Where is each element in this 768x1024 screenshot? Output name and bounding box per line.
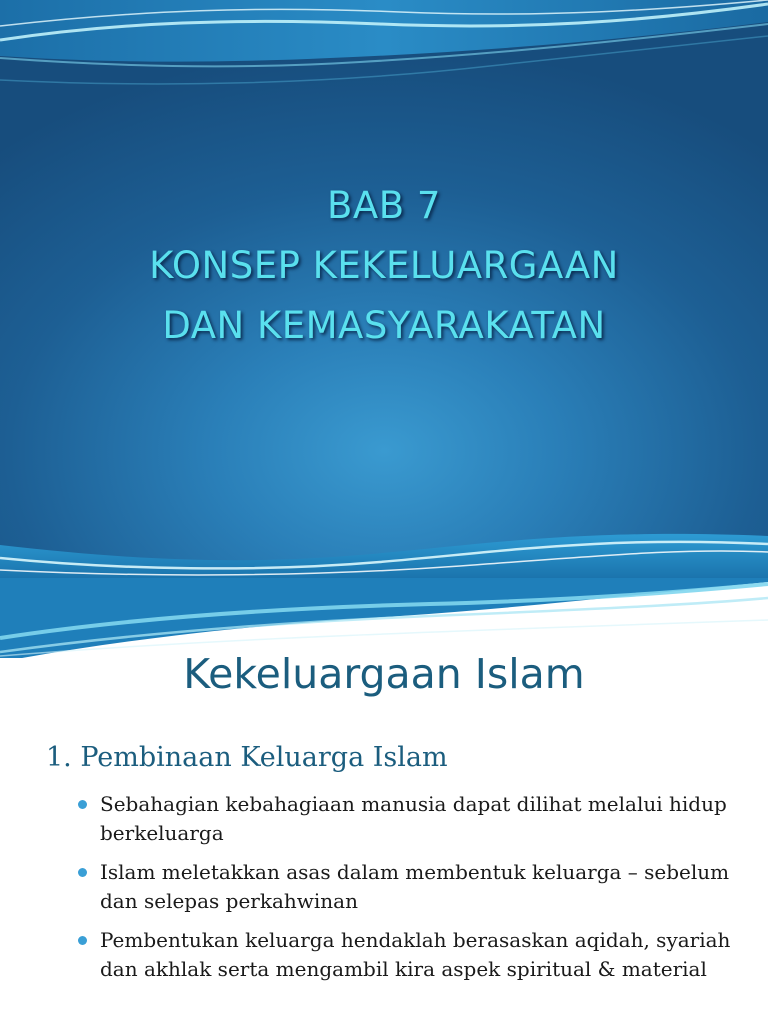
bullet-text: Pembentukan keluarga hendaklah berasaskan aqidah, syariah dan akhlak serta mengambil kira aspek spiritual & material: [100, 928, 731, 981]
bullet-item: [74, 926, 734, 984]
title-slide-heading: [0, 176, 768, 356]
bullet-list: [74, 790, 734, 994]
bullet-icon: [78, 868, 87, 877]
bullet-text: Sebahagian kebahagiaan manusia dapat dilihat melalui hidup berkeluarga: [100, 792, 727, 845]
bullet-text: Islam meletakkan asas dalam membentuk keluarga – sebelum dan selepas perkahwinan: [100, 860, 730, 913]
content-slide: [0, 578, 768, 1024]
bullet-item: [74, 790, 734, 848]
title-line-chapter: BAB 7: [327, 184, 441, 227]
title-line-1: KONSEP KEKELUARGAAN: [149, 244, 619, 287]
content-slide-title: Kekeluargaan Islam: [183, 650, 585, 698]
bullet-item: [74, 858, 734, 916]
title-line-2: DAN KEMASYARAKATAN: [162, 304, 606, 347]
section-heading: 1. Pembinaan Keluarga Islam: [46, 742, 448, 773]
bullet-icon: [78, 936, 87, 945]
bullet-icon: [78, 800, 87, 809]
